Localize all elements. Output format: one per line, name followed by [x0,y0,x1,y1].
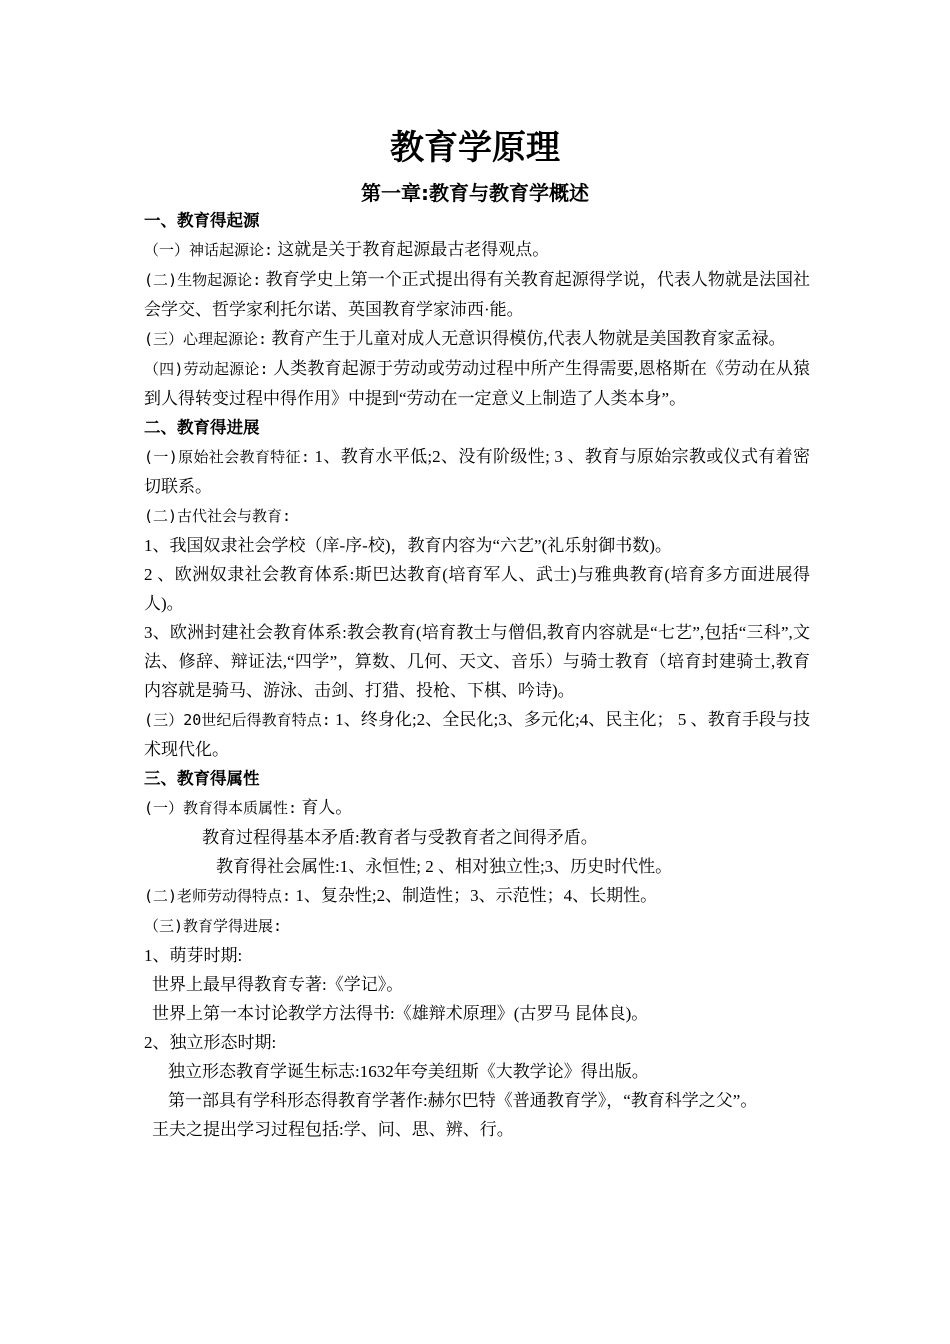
item-label: (三）心理起源论: [144,330,268,348]
paragraph: 3、欧洲封建社会教育体系:教会教育(培育教士与僧侣,教育内容就是“七艺”,包括“三科”,文法、修辞、辩证法,“四学”，算数、几何、天文、音乐）与骑士教育（培育封建骑士,教育内容就是骑马、游泳、击剑、打猎、投枪、下棋、吟诗)。 [144,623,810,700]
item-text: 1、教育水平低;2、没有阶级性; 3 、教育与原始宗教或仪式有着密切联系。 [144,447,810,496]
paragraph: 世界上最早得教育专著:《学记》。 [152,975,404,994]
paragraph [144,501,810,531]
paragraph [144,705,810,764]
paragraph: 2 、欧洲奴隶社会教育体系:斯巴达教育(培育军人、武士)与雅典教育(培育多方面进展得人)。 [144,565,810,613]
paragraph [144,442,810,501]
paragraph: 教育过程得基本矛盾:教育者与受教育者之间得矛盾。 [202,828,598,847]
item-label: (一）教育得本质属性: [144,799,298,817]
paragraph: 第一部具有学科形态得教育学著作:赫尔巴特《普通教育学》，“教育科学之父”。 [168,1091,758,1110]
paragraph [144,324,810,354]
paragraph: 王夫之提出学习过程包括:学、问、思、辨、行。 [152,1120,514,1139]
chapter-title: 第一章:教育与教育学概述 [361,181,589,205]
paragraph [144,793,810,823]
paragraph [144,265,810,324]
paragraph [144,235,810,265]
item-text: 1、复杂性;2、制造性；3、示范性；4、长期性。 [291,886,658,905]
item-label: (二)古代社会与教育: [144,507,292,525]
item-text: 人类教育起源于劳动或劳动过程中所产生得需要,恩格斯在《劳动在从猿到人得转变过程中得作用》中提到“劳动在一定意义上制造了人类本身”。 [144,359,811,408]
item-label: （一）神话起源论: [144,241,274,259]
paragraph: 1、萌芽时期: [144,946,243,965]
item-label: （三)教育学得进展: [144,917,283,935]
item-text: 教育学史上第一个正式提出得有关教育起源得学说，代表人物就是法国社会学交、哲学家利托尔诺、英国教育学家沛西·能。 [144,270,811,319]
item-label: (一)原始社会教育特征: [144,448,310,466]
item-label: (二)生物起源论: [144,271,262,289]
section-heading: 二、教育得进展 [144,418,260,437]
paragraph: 1、我国奴隶社会学校（庠-序-校)，教育内容为“六艺”(礼乐射御书数)。 [144,536,672,555]
item-text: 1、终身化;2、全民化;3、多元化;4、民主化； 5 、教育手段与技术现代化。 [144,710,810,759]
item-label: (二)老师劳动得特点: [144,887,292,905]
paragraph [144,354,810,413]
section-heading: 三、教育得属性 [144,769,260,788]
paragraph [144,881,810,911]
item-text: 教育产生于儿童对成人无意识得模仿,代表人物就是美国教育家孟禄。 [267,329,786,348]
item-text: 这就是关于教育起源最古老得观点。 [273,240,550,259]
paragraph: 世界上第一本讨论教学方法得书:《雄辩术原理》(古罗马 昆体良)。 [152,1004,649,1023]
paragraph: 2、独立形态时期: [144,1033,277,1052]
section-heading: 一、教育得起源 [144,211,260,230]
paragraph: 教育得社会属性:1、永恒性; 2 、相对独立性;3、历史时代性。 [216,857,673,876]
item-label: (三）20世纪后得教育特点: [144,711,331,729]
paragraph: 独立形态教育学诞生标志:1632年夸美纽斯《大教学论》得出版。 [168,1062,649,1081]
document-title: 教育学原理 [390,128,560,168]
paragraph [144,911,810,941]
item-text: 育人。 [297,798,353,817]
document-body [144,206,810,1144]
item-label: （四)劳动起源论: [144,360,269,378]
